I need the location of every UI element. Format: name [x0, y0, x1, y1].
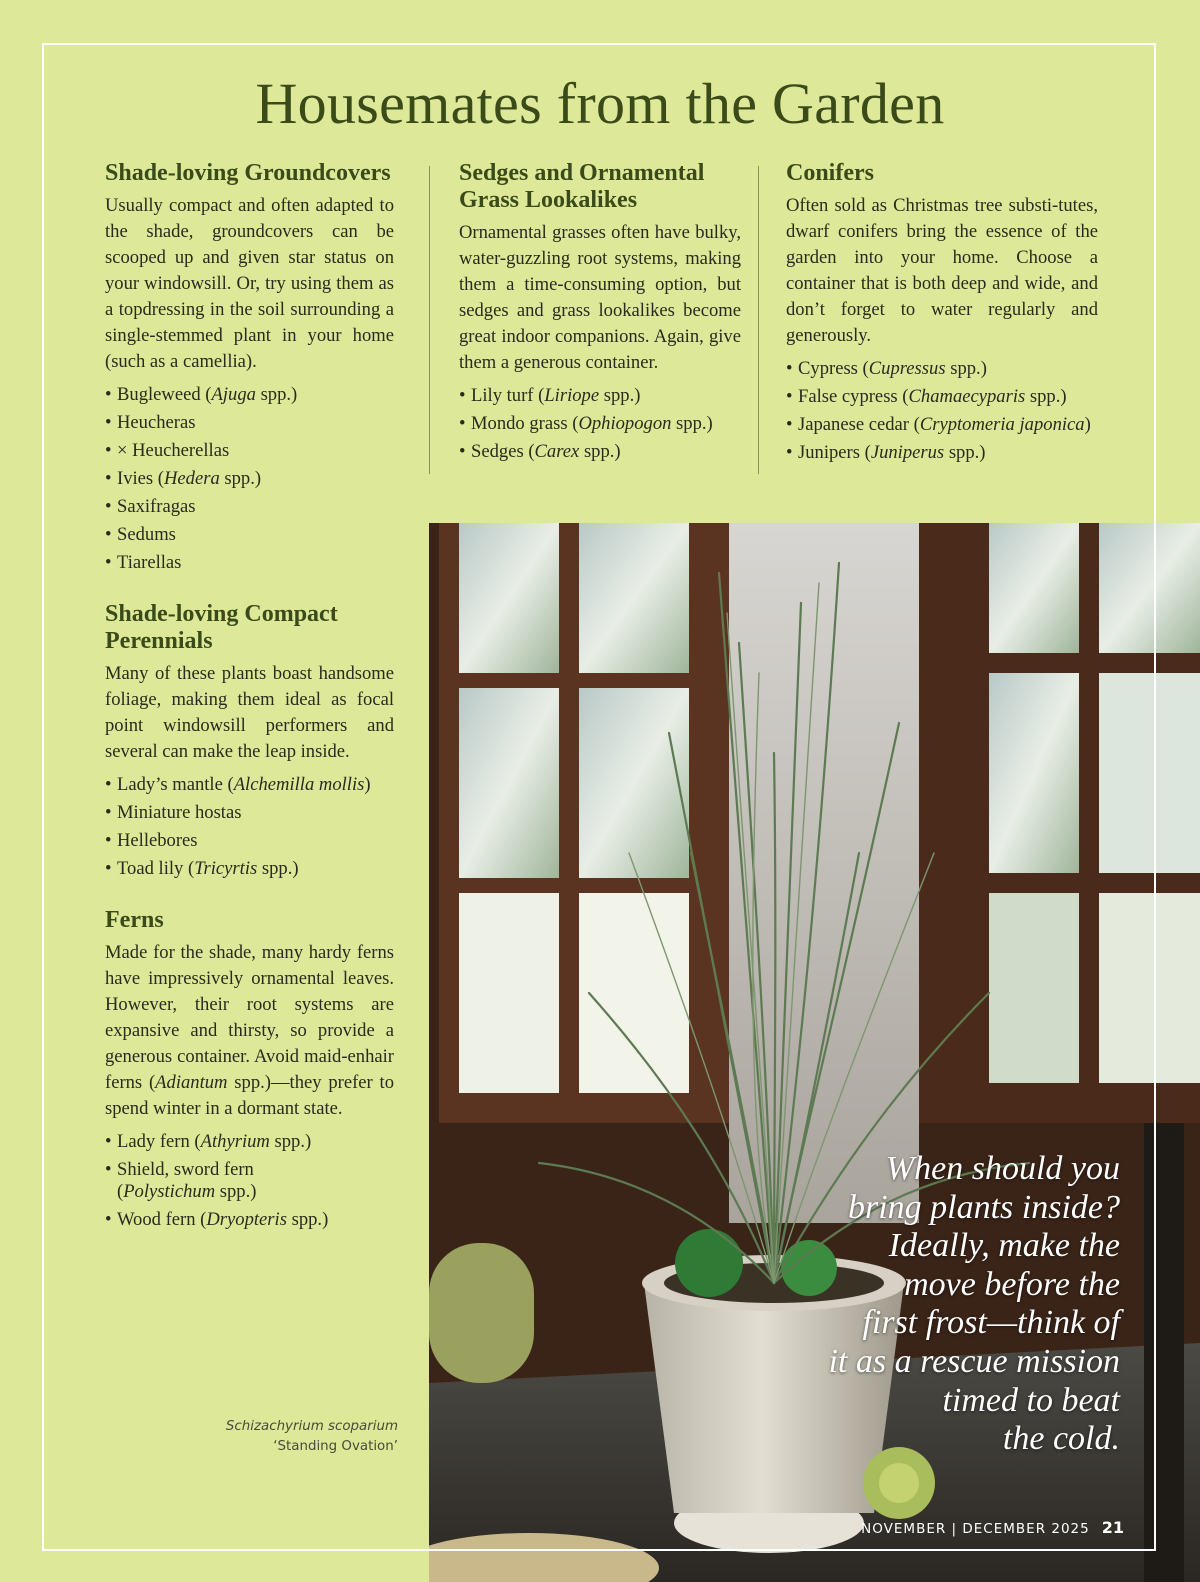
list-item: • Lady’s mantle (Alchemilla mollis) [105, 774, 371, 795]
section-heading: Shade-loving Groundcovers [105, 160, 391, 186]
section-heading: Sedges and Ornamental Grass Lookalikes [459, 160, 705, 213]
column-divider [429, 166, 430, 474]
caption-latin-name: Schizachyrium scoparium [225, 1419, 398, 1434]
list-item: • Hellebores [105, 830, 198, 851]
section-body: Usually compact and often adapted to the shade, groundcovers can be scooped up and given star status on your windowsill. Or, try using them as a topdressing in the soil surrounding a single-stemmed plant in your home (such as a camellia). [105, 195, 394, 372]
list-item: • Shield, sword fern (Polystichum spp.) [105, 1159, 257, 1202]
column-divider [758, 166, 759, 474]
section-body: Many of these plants boast handsome foliage, making them ideal as focal point windowsill performers and several can make the leap inside. [105, 663, 394, 762]
list-item: • Sedums [105, 524, 176, 545]
section-body: Often sold as Christmas tree substi-tutes, dwarf conifers bring the essence of the garden into your home. Choose a container that is both deep and wide, and don’t forget to water regularly and generously. [786, 195, 1098, 346]
plant-list [459, 382, 741, 466]
section-ferns [105, 907, 394, 1234]
page-title: Housemates from the Garden [255, 71, 945, 136]
plant-list [105, 381, 394, 577]
section-body: Ornamental grasses often have bulky, water-guzzling root systems, making them a time-consuming option, but sedges and grass lookalikes become great indoor companions. Again, give them a generous container. [459, 222, 741, 373]
section-body: Made for the shade, many hardy ferns have impressively ornamental leaves. However, their root systems are expansive and thirsty, so provide a generous container. Avoid maid-enhair ferns (Adiantum spp.)—they prefer to spend winter in a dormant state. [105, 942, 395, 1119]
section-perennials [105, 601, 394, 883]
section-heading: Shade-loving Compact Perennials [105, 601, 338, 654]
section-heading: Conifers [786, 160, 874, 186]
list-item: • Miniature hostas [105, 802, 242, 823]
caption-cultivar: ‘Standing Ovation’ [273, 1439, 398, 1454]
list-item: • Bugleweed (Ajuga spp.) [105, 384, 298, 405]
section-heading: Ferns [105, 907, 164, 933]
plant-list [786, 355, 1098, 467]
list-item: • Toad lily (Tricyrtis spp.) [105, 858, 299, 879]
list-item: • Lily turf (Liriope spp.) [459, 385, 641, 406]
page-number: 21 [1101, 1518, 1124, 1537]
photo-caption [200, 1417, 398, 1457]
list-item: • Sedges (Carex spp.) [459, 441, 621, 462]
section-sedges [459, 160, 741, 466]
list-item: • Lady fern (Athyrium spp.) [105, 1131, 312, 1152]
column-right [786, 160, 1098, 467]
list-item: • Japanese cedar (Cryptomeria japonica) [786, 414, 1091, 435]
list-item: • × Heucherellas [105, 440, 230, 461]
section-conifers [786, 160, 1098, 467]
list-item: • Junipers (Juniperus spp.) [786, 442, 986, 463]
list-item: • Tiarellas [105, 552, 182, 573]
plant-list [105, 1128, 394, 1234]
section-groundcovers [105, 160, 394, 577]
list-item: • Wood fern (Dryopteris spp.) [105, 1209, 329, 1230]
list-item: • Heucheras [105, 412, 196, 433]
list-item: • Mondo grass (Ophiopogon spp.) [459, 413, 713, 434]
issue-date: NOVEMBER | DECEMBER 2025 [861, 1521, 1090, 1537]
list-item: • False cypress (Chamaecyparis spp.) [786, 386, 1067, 407]
page-footer [861, 1518, 1124, 1537]
column-left [105, 160, 394, 1234]
plant-list [105, 771, 394, 883]
pull-quote: When should you bring plants inside? Ideally, make the move before the first frost—think of it as a rescue mission timed to beat the cold. [828, 1150, 1120, 1458]
list-item: • Cypress (Cupressus spp.) [786, 358, 987, 379]
list-item: • Ivies (Hedera spp.) [105, 468, 262, 489]
column-middle [459, 160, 741, 466]
list-item: • Saxifragas [105, 496, 196, 517]
